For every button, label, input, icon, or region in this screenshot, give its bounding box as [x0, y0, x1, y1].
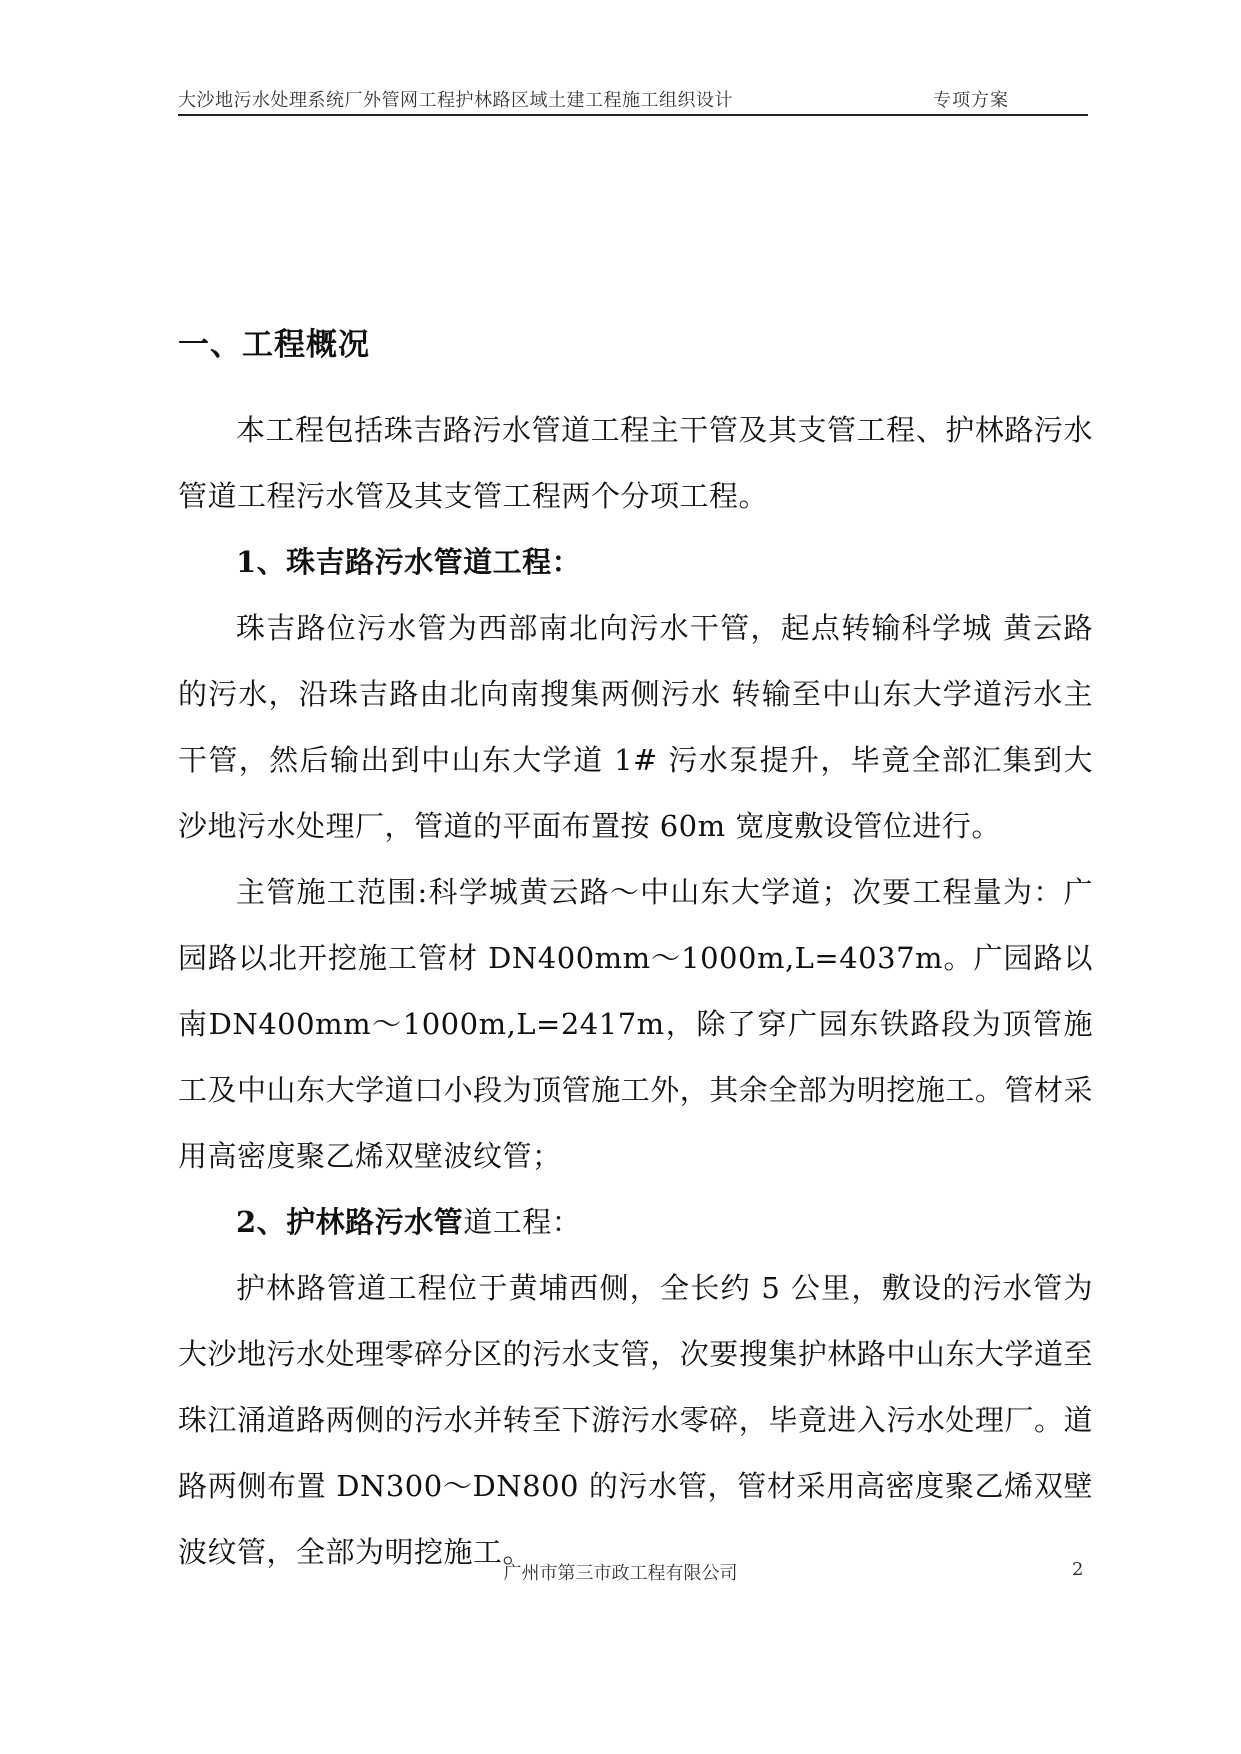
- intro-paragraph: 本工程包括珠吉路污水管道工程主干管及其支管工程、护林路污水管道工程污水管及其支管工程两个分项工程。: [178, 413, 1093, 513]
- header-section-label: 专项方案: [933, 90, 1009, 111]
- section-heading: 一、工程概况: [178, 327, 370, 363]
- hulin-paragraph-1: 护林路管道工程位于黄埔西侧，全长约 5 公里，敷设的污水管为大沙地污水处理零碎分区的污水支管，次要搜集护林路中山东大学道至珠江涌道路两侧的污水并转至下游污水零碎，毕竟进入污水处理厂。道路两侧布置 DN300～DN800 的污水管，管材采用高密度聚乙烯双壁波纹管，全部为明挖施工。: [178, 1271, 1093, 1569]
- subsection-heading-zhuji-text: 1、珠吉路污水管道工程：: [236, 545, 582, 579]
- page-body: [178, 323, 1093, 1585]
- zhuji-paragraph-1: 珠吉路位污水管为西部南北向污水干管，起点转输科学城 黄云路的污水，沿珠吉路由北向南搜集两侧污水 转输至中山东大学道污水主干管，然后输出到中山东大学道 1# 污水泵提升，毕竟全部汇集到大沙地污水处理厂，管道的平面布置按 60m 宽度敷设管位进行。: [178, 611, 1093, 843]
- subsection-heading-hulin-rest: 道工程：: [463, 1205, 582, 1239]
- subsection-heading-hulin-bold: 2、护林路污水管: [236, 1205, 464, 1239]
- subsection-heading-zhuji: [178, 529, 1093, 595]
- header-document-title: 大沙地污水处理系统厂外管网工程护林路区域土建工程施工组织设计: [178, 90, 733, 111]
- zhuji-paragraph-2: 主管施工范围:科学城黄云路～中山东大学道；次要工程量为：广园路以北开挖施工管材 DN400mm～1000m,L=4037m。广园路以南DN400mm～1000m,L=2417m，除了穿广园东铁路段为顶管施工及中山东大学道口小段为顶管施工外，其余全部为明挖施工。管材采用高密度聚乙烯双壁波纹管；: [178, 875, 1093, 1173]
- footer-company: 广州市第三市政工程有限公司: [503, 1563, 738, 1584]
- page-header: [178, 86, 1088, 116]
- footer-page-number: 2: [1072, 1559, 1084, 1580]
- subsection-heading-hulin: [178, 1189, 1093, 1255]
